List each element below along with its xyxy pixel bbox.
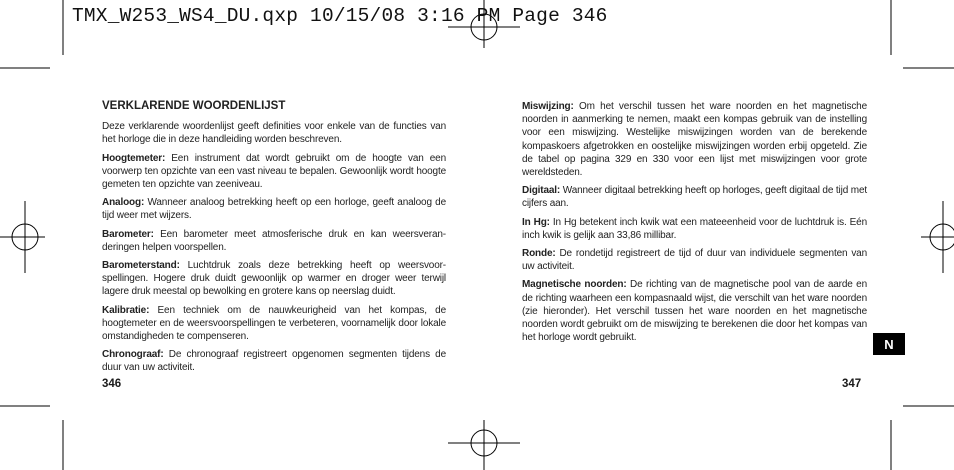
glossary-intro: Deze verklarende woordenlijst geeft definities voor enkele van de functies van het horloge die in deze handleiding worden beschreven. [102, 121, 446, 146]
glossary-entry-ronde [522, 247, 867, 273]
page-number-left: 346 [102, 378, 122, 390]
glossary-entry-chronograaf [102, 348, 446, 374]
glossary-entry-hoogtemeter [102, 152, 446, 192]
entry-term: Magnetische noorden: [522, 279, 627, 291]
entry-text: In Hg betekent inch kwik wat een mateeenheid voor de luchtdruk is. Eén inch kwik is gelijk aan 33,86 millibar. [522, 216, 867, 241]
entry-text: Luchtdruk zoals deze betrekking heeft op weersvoor-spellingen. Hogere druk duidt gewoonlijk op warmer en droger weer terwijl lagere druk meestal op bewolking en grotere kans op neerslag duidt. [102, 260, 446, 298]
entry-term: Barometer: [102, 228, 154, 240]
entry-text: Een barometer meet atmosferische druk en kan weersveran-deringen helpen voorspellen. [102, 228, 446, 253]
entry-text: De chronograaf registreert opgenomen segmenten tijdens de duur van uw activiteit. [102, 349, 446, 374]
registration-mark-left [0, 201, 45, 273]
registration-mark-right [921, 201, 954, 273]
glossary-entry-in-hg [522, 216, 867, 242]
glossary-entry-miswijzing [522, 100, 867, 179]
entry-term: Digitaal: [522, 185, 561, 197]
entry-text: Wanneer digitaal betrekking heeft op horloges, geeft digitaal de tijd met cijfers aan. [522, 185, 867, 210]
entry-term: Kalibratie: [102, 304, 150, 316]
entry-text: Een techniek om de nauwkeurigheid van het kompas, de hoogtemeter en de weersvoorspellingen te verbeteren, voornamelijk door lokale omstandigheden te compenseren. [102, 304, 446, 343]
entry-term: In Hg: [522, 216, 550, 228]
entry-term: Chronograaf: [102, 349, 164, 361]
glossary-entry-barometerstand [102, 259, 446, 299]
entry-term: Ronde: [522, 248, 556, 260]
glossary-entry-digitaal [522, 184, 867, 210]
right-page-column [522, 100, 867, 349]
entry-text: De richting van de magnetische pool van de aarde en de richting waarheen een kompasnaald wijst, die verschilt van het ware noorden (zie hieronder). Het verschil tussen het ware noorden en het magnetische noorden wordt gebruikt om de miswijzing te berekenen die door het kompas van het horloge wordt gebruikt. [522, 279, 867, 344]
entry-term: Analoog: [102, 197, 145, 209]
entry-term: Hoogtemeter: [102, 152, 166, 164]
language-tab: N [873, 333, 905, 355]
print-slug: TMX_W253_WS4_DU.qxp 10/15/08 3:16 PM Page 346 [72, 5, 608, 27]
glossary-entry-analoog [102, 196, 446, 222]
entry-text: De rondetijd registreert de tijd of duur van individuele segmenten van uw activiteit. [522, 248, 867, 273]
glossary-entry-magnetische-noorden [522, 278, 867, 344]
left-page-column [102, 100, 446, 380]
entry-text: Om het verschil tussen het ware noorden en het magnetische noorden in aanmerking te nemen, maakt een kompas gebruik van de instelling voor een miswijzing. Westelijke miswijzingen worden van de berekende kompaskoers afgetrokken en oostelijke miswijzingen worden erbij opgeteld. Zie de tabel op pagina 329 en 330 voor een lijst met miswijzingen voor grote wereldsteden. [522, 101, 867, 179]
entry-term: Miswijzing: [522, 101, 574, 112]
entry-term: Barometerstand: [102, 260, 180, 272]
entry-text: Wanneer analoog betrekking heeft op een horloge, geeft analoog de tijd weer met wijzers. [102, 197, 446, 222]
glossary-entry-kalibratie [102, 304, 446, 344]
registration-mark-bottom [448, 420, 520, 470]
entry-text: Een instrument dat wordt gebruikt om de hoogte van een voorwerp ten opzichte van een vast niveau te bepalen. Gewoonlijk wordt hoogte gemeten ten opzichte van zeeniveau. [102, 152, 446, 191]
page-number-right: 347 [842, 378, 862, 390]
glossary-entry-barometer [102, 228, 446, 254]
glossary-heading: VERKLARENDE WOORDENLIJST [102, 100, 286, 112]
